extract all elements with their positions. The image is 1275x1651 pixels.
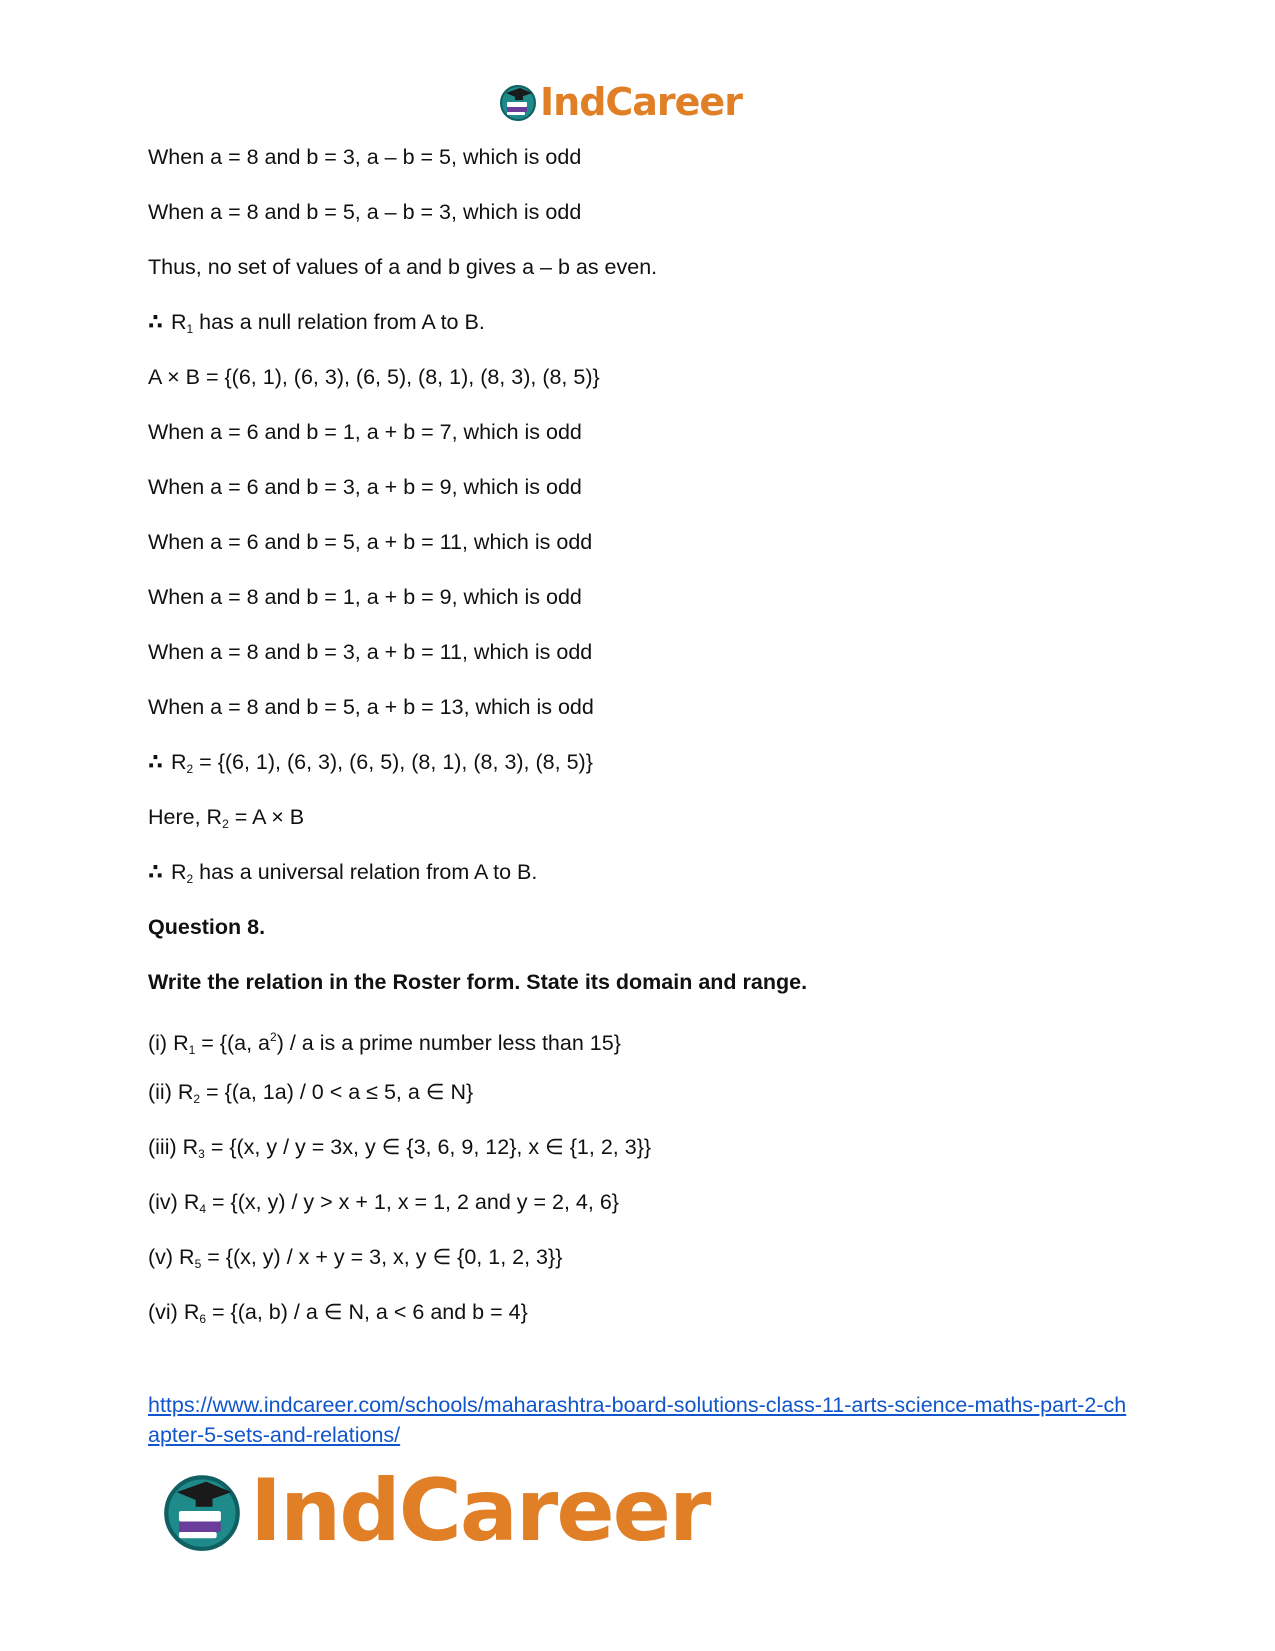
line-text: A × B = {(6, 1), (6, 3), (6, 5), (8, 1), (8, 3), (8, 5)} [148, 365, 600, 389]
line-text: = {(x, y / y = 3x, y ∈ {3, 6, 9, 12}, x ∈ {1, 2, 3}} [204, 1135, 652, 1159]
subscript: 4 [199, 1202, 207, 1216]
line-text: (vi) R [148, 1300, 200, 1324]
line-text: = {(6, 1), (6, 3), (6, 5), (8, 1), (8, 3), (8, 5)} [193, 750, 593, 774]
text-line [148, 252, 1128, 282]
line-text: = {(a, 1a) / 0 < a ≤ 5, a ∈ N} [200, 1080, 474, 1104]
graduation-cap-book-globe-icon [498, 82, 538, 122]
line-text: Here, R [148, 805, 223, 829]
text-line [148, 857, 1128, 887]
text-line [148, 582, 1128, 612]
line-text: When a = 6 and b = 1, a + b = 7, which is odd [148, 420, 582, 444]
line-text: Thus, no set of values of a and b gives a – b as even. [148, 255, 658, 279]
subscript: 5 [194, 1257, 202, 1271]
therefore-symbol: ∴ [148, 860, 163, 884]
line-text: = {(x, y) / y > x + 1, x = 1, 2 and y = 2, 4, 6} [206, 1190, 619, 1214]
text-line [148, 1022, 1128, 1057]
line-text: ) / a is a prime number less than 15} [276, 1031, 621, 1055]
text-line [148, 417, 1128, 447]
line-text: = {(a, a [195, 1031, 271, 1055]
footer-link[interactable]: https://www.indcareer.com/schools/maharashtra-board-solutions-class-11-arts-science-maths-part-2-chapter-5-sets-and-relations/ [148, 1393, 1127, 1447]
line-text: (v) R [148, 1245, 195, 1269]
therefore-symbol: ∴ [148, 750, 163, 774]
text-line [148, 802, 1128, 832]
text-line [148, 142, 1128, 172]
text-line [148, 637, 1128, 667]
line-text: When a = 8 and b = 1, a + b = 9, which is odd [148, 585, 582, 609]
subscript: 2 [222, 817, 229, 831]
subscript: 3 [198, 1147, 205, 1161]
footer-logo [160, 1461, 710, 1561]
superscript: 2 [270, 1030, 277, 1044]
document-body [148, 142, 1128, 1352]
text-line [148, 307, 1128, 337]
text-line [148, 747, 1128, 777]
line-text: = A × B [228, 805, 305, 829]
line-text: R [170, 310, 187, 334]
line-text: R [170, 860, 187, 884]
line-text: When a = 8 and b = 3, a – b = 5, which is odd [148, 145, 582, 169]
line-text: When a = 8 and b = 5, a + b = 13, which is odd [148, 695, 594, 719]
text-line [148, 692, 1128, 722]
line-text: When a = 6 and b = 5, a + b = 11, which is odd [148, 530, 593, 554]
subscript: 2 [186, 872, 194, 886]
line-text: When a = 8 and b = 5, a – b = 3, which is odd [148, 200, 582, 224]
line-text: (iv) R [148, 1190, 200, 1214]
text-line [148, 1242, 1128, 1272]
header-logo [498, 80, 742, 124]
line-text: = {(a, b) / a ∈ N, a < 6 and b = 4} [206, 1300, 528, 1324]
text-line [148, 1132, 1128, 1162]
text-line [148, 472, 1128, 502]
line-text: Question 8. [148, 915, 266, 939]
text-line [148, 1077, 1128, 1107]
line-text: Write the relation in the Roster form. State its domain and range. [148, 970, 808, 994]
line-text: = {(x, y) / x + y = 3, x, y ∈ {0, 1, 2, 3}} [201, 1245, 563, 1269]
therefore-symbol: ∴ [148, 310, 163, 334]
line-text: (ii) R [148, 1080, 194, 1104]
subscript: 6 [199, 1312, 207, 1326]
line-text: R [170, 750, 187, 774]
line-text: When a = 6 and b = 3, a + b = 9, which is odd [148, 475, 582, 499]
subscript: 1 [188, 1043, 196, 1057]
subscript: 1 [186, 322, 194, 336]
brand-name: IndCareer [540, 80, 742, 124]
line-text: When a = 8 and b = 3, a + b = 11, which is odd [148, 640, 593, 664]
text-line [148, 362, 1128, 392]
line-text: has a null relation from A to B. [193, 310, 485, 334]
line-text: (iii) R [148, 1135, 199, 1159]
heading-line [148, 967, 1128, 997]
subscript: 2 [193, 1092, 201, 1106]
line-text: (i) R [148, 1031, 189, 1055]
text-line [148, 197, 1128, 227]
line-text: has a universal relation from A to B. [193, 860, 538, 884]
text-line [148, 527, 1128, 557]
heading-line [148, 912, 1128, 942]
graduation-cap-book-globe-icon [160, 1469, 244, 1553]
subscript: 2 [186, 762, 194, 776]
text-line [148, 1187, 1128, 1217]
text-line [148, 1297, 1128, 1327]
brand-name: IndCareer [250, 1461, 710, 1561]
